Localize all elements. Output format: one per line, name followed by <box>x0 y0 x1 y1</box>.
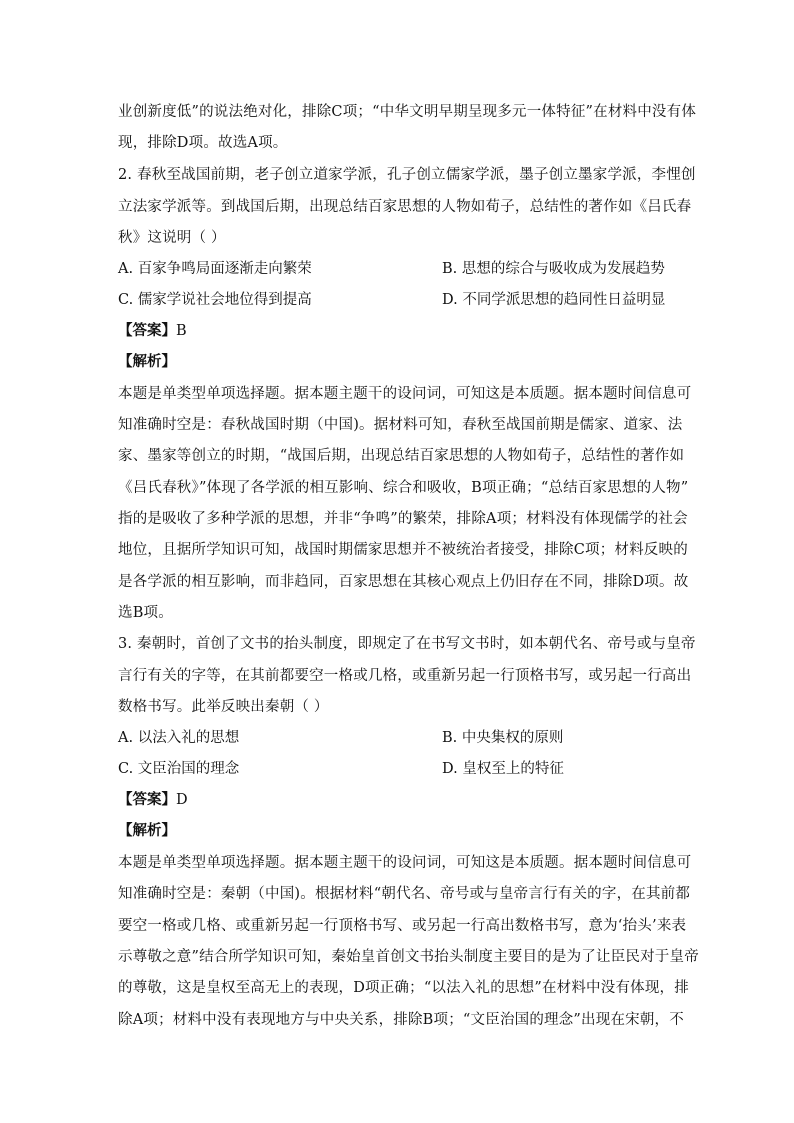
question-2-analysis-line: 选B项。 <box>118 605 173 621</box>
question-2-analysis-line: 指的是吸收了多种学派的思想，并非“争鸣”的繁荣，排除A项；材料没有体现儒学的社会 <box>118 511 688 527</box>
question-3-analysis-line: 要空一格或几格、或重新另起一行顶格书写、或另起一行高出数格书写，意为‘抬头’来表 <box>118 918 687 934</box>
question-3-stem-line: 3. 秦朝时，首创了文书的抬头制度，即规定了在书写文书时，如本朝代名、帝号或与皇帝 <box>118 636 696 652</box>
question-3-analysis-line: 除A项；材料中没有表现地方与中央关系，排除B项；“文臣治国的理念”出现在宋朝，不 <box>118 1012 684 1028</box>
text-line: 业创新度低”的说法绝对化，排除C项；“中华文明早期呈现多元一体特征”在材料中没有体 <box>118 104 697 120</box>
question-2-option-a: A. 百家争鸣局面逐渐走向繁荣 <box>118 261 312 277</box>
question-3-analysis-line: 本题是单类型单项选择题。据本题主题干的设问词，可知这是本质题。据本题时间信息可 <box>118 855 692 871</box>
question-2-analysis-line: 本题是单类型单项选择题。据本题主题干的设问词，可知这是本质题。据本题时间信息可 <box>118 386 692 402</box>
answer-value: D <box>176 792 188 808</box>
answer-label: 【答案】 <box>118 791 176 808</box>
text-line: 现，排除D项。故选A项。 <box>118 135 288 151</box>
question-2-analysis-line: 《吕氏春秋》”体现了各学派的相互影响、综合和吸收，B项正确；“总结百家思想的人物” <box>118 480 689 496</box>
question-2-analysis-line: 知准确时空是：春秋战国时期（中国)。据材料可知，春秋至战国前期是儒家、道家、法 <box>118 417 683 433</box>
answer-value: B <box>176 323 187 339</box>
question-2-stem-line: 立法家学派等。到战国后期，出现总结百家思想的人物如荀子，总结性的著作如《吕氏春 <box>118 199 692 215</box>
question-3-stem-line: 数格书写。此举反映出秦朝（ ） <box>118 699 329 715</box>
question-2-answer <box>118 321 187 341</box>
answer-label: 【答案】 <box>118 322 176 339</box>
question-3-analysis-label: 【解析】 <box>118 822 176 839</box>
question-2-analysis-line: 家、墨家等创立的时期，“战国后期，出现总结百家思想的人物如荀子，总结性的著作如 <box>118 448 685 464</box>
question-3-analysis-line: 的尊敬，这是皇权至高无上的表现，D项正确；“以法入礼的思想”在材料中没有体现，排 <box>118 980 689 996</box>
question-2-analysis-label: 【解析】 <box>118 353 176 370</box>
question-2-option-d: D. 不同学派思想的趋同性日益明显 <box>442 292 666 308</box>
question-2-stem-line: 2. 春秋至战国前期，老子创立道家学派，孔子创立儒家学派，墨子创立墨家学派，李悝创 <box>118 167 696 183</box>
question-3-analysis-line: 知准确时空是：秦朝（中国)。根据材料“朝代名、帝号或与皇帝言行有关的字，在其前都 <box>118 886 691 902</box>
question-2-option-b: B. 思想的综合与吸收成为发展趋势 <box>442 261 665 277</box>
question-2-option-c: C. 儒家学说社会地位得到提高 <box>118 292 312 308</box>
question-3-analysis-line: 示尊敬之意”结合所学知识可知，秦始皇首创文书抬头制度主要目的是为了让臣民对于皇帝 <box>118 949 699 965</box>
question-2-stem-line: 秋》这说明（ ） <box>118 230 226 246</box>
question-3-option-a: A. 以法入礼的思想 <box>118 730 240 746</box>
question-3-option-b: B. 中央集权的原则 <box>442 730 564 746</box>
question-3-option-d: D. 皇权至上的特征 <box>442 761 564 777</box>
question-3-stem-line: 言行有关的字等，在其前都要空一格或几格，或重新另起一行顶格书写，或另起一行高出 <box>118 668 692 684</box>
question-3-option-c: C. 文臣治国的理念 <box>118 761 240 777</box>
question-2-analysis-line: 地位，且据所学知识可知，战国时期儒家思想并不被统治者接受，排除C项；材料反映的 <box>118 542 688 558</box>
question-3-answer <box>118 790 188 810</box>
question-2-analysis-line: 是各学派的相互影响，而非趋同，百家思想在其核心观点上仍旧存在不同，排除D项。故 <box>118 574 689 590</box>
